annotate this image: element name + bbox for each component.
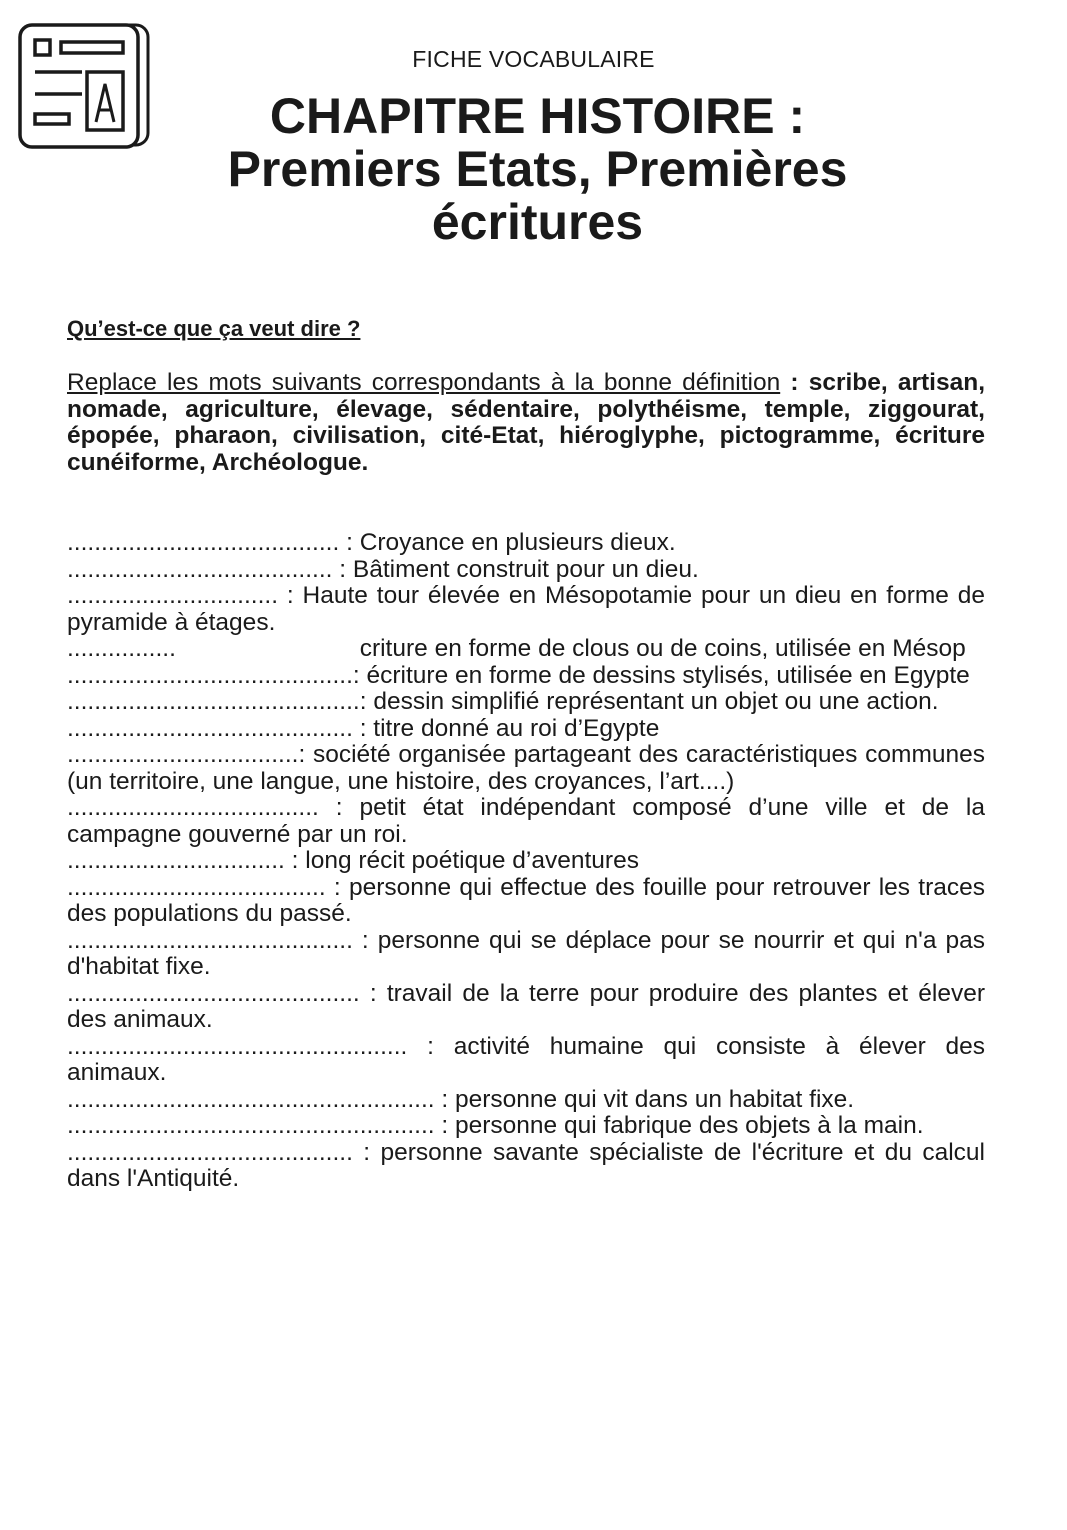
answer-blank[interactable]: .................................. — [67, 741, 299, 768]
definition-text: : personne qui se déplace pour se nourrir et qui n'a pas d'habitat fixe. — [67, 926, 985, 980]
answer-blank[interactable]: ...................................................... — [67, 1112, 435, 1139]
definition-item — [67, 875, 985, 928]
answer-blank[interactable]: ................................ — [67, 847, 285, 874]
instruction-paragraph — [67, 370, 985, 476]
answer-blank[interactable]: .......................................... — [67, 1138, 353, 1166]
answer-blank[interactable]: ........................................ — [67, 529, 340, 556]
definition-text: : titre donné au roi d’Egypte — [352, 714, 660, 742]
word-list: scribe, artisan, nomade, agriculture, élevage, sédentaire, polythéisme, temple, ziggourat, épopée, pharaon, civilisation, cité-Etat, hiéroglyphe, pictogramme, écriture cunéiforme, Archéologue. — [67, 369, 986, 476]
definition-text: : long récit poétique d’aventures — [284, 847, 639, 874]
sheet-label: FICHE VOCABULAIRE — [412, 46, 655, 72]
title-line: Premiers Etats, Premières — [227, 141, 848, 197]
definition-item — [67, 848, 985, 875]
page-title — [140, 90, 935, 249]
definition-item — [67, 1087, 985, 1114]
instruction-text: Replace les mots suivants correspondants à la bonne définition — [67, 369, 781, 396]
definition-item — [67, 557, 985, 584]
answer-blank[interactable]: ...................................................... — [67, 1085, 435, 1113]
answer-blank[interactable]: ................ — [67, 635, 176, 662]
definition-text: : écriture en forme de dessins stylisés, utilisée en Egypte — [352, 661, 970, 689]
definition-text: : Croyance en plusieurs dieux. — [339, 529, 676, 556]
definition-item — [67, 742, 985, 795]
definition-text: : dessin simplifié représentant un objet ou une action. — [359, 688, 939, 715]
title-line: CHAPITRE HISTOIRE : — [269, 88, 806, 144]
answer-blank[interactable]: ............................... — [67, 582, 279, 609]
answer-blank[interactable]: .......................................... — [67, 714, 353, 742]
definition-text: : activité humaine qui consiste à élever des animaux. — [67, 1032, 985, 1086]
definition-item — [67, 530, 985, 557]
definition-item — [67, 928, 985, 981]
definition-item — [67, 716, 985, 743]
answer-blank[interactable]: ....................................... — [67, 555, 333, 583]
definition-text: : Haute tour élevée en Mésopotamie pour un dieu en forme de pyramide à étages. — [67, 582, 985, 636]
section-question: Qu’est-ce que ça veut dire ? — [67, 316, 361, 341]
definition-text: : personne qui vit dans un habitat fixe. — [434, 1085, 855, 1113]
answer-blank[interactable]: ...................................... — [67, 873, 326, 901]
definition-text: : société organisée partageant des caractéristiques communes (un territoire, une langue, une histoire, des croyances, l’art....) — [67, 741, 985, 795]
definition-text: : personne savante spécialiste de l'écriture et du calcul dans l'Antiquité. — [67, 1138, 985, 1192]
definition-text: : personne qui effectue des fouille pour retrouver les traces des populations du passé. — [67, 873, 985, 927]
definition-item — [67, 636, 985, 663]
answer-blank[interactable]: ........................................... — [67, 979, 360, 1007]
definition-item — [67, 795, 985, 848]
definition-item — [67, 1140, 985, 1193]
definition-text: : Bâtiment construit pour un dieu. — [332, 555, 699, 583]
definition-item — [67, 1113, 985, 1140]
definition-item — [67, 583, 985, 636]
definition-text: criture en forme de clous ou de coins, utilisée en Mésop — [175, 635, 966, 662]
answer-blank[interactable]: .......................................... — [67, 661, 353, 689]
definition-item — [67, 689, 985, 716]
definition-item — [67, 663, 985, 690]
instruction-colon: : — [780, 369, 799, 396]
definition-item — [67, 981, 985, 1034]
answer-blank[interactable]: .................................................. — [67, 1032, 408, 1060]
definition-item — [67, 1034, 985, 1087]
answer-blank[interactable]: .......................................... — [67, 926, 353, 954]
definition-text: : travail de la terre pour produire des plantes et élever des animaux. — [67, 979, 985, 1033]
document-letter-a-icon — [17, 22, 151, 150]
answer-blank[interactable]: ..................................... — [67, 794, 319, 821]
definition-text: : personne qui fabrique des objets à la main. — [434, 1112, 924, 1139]
definition-text: : petit état indépendant composé d’une ville et de la campagne gouverné par un roi. — [67, 794, 985, 848]
answer-blank[interactable]: ........................................... — [67, 688, 360, 715]
title-line: écritures — [431, 194, 644, 250]
definition-list — [67, 530, 985, 1193]
